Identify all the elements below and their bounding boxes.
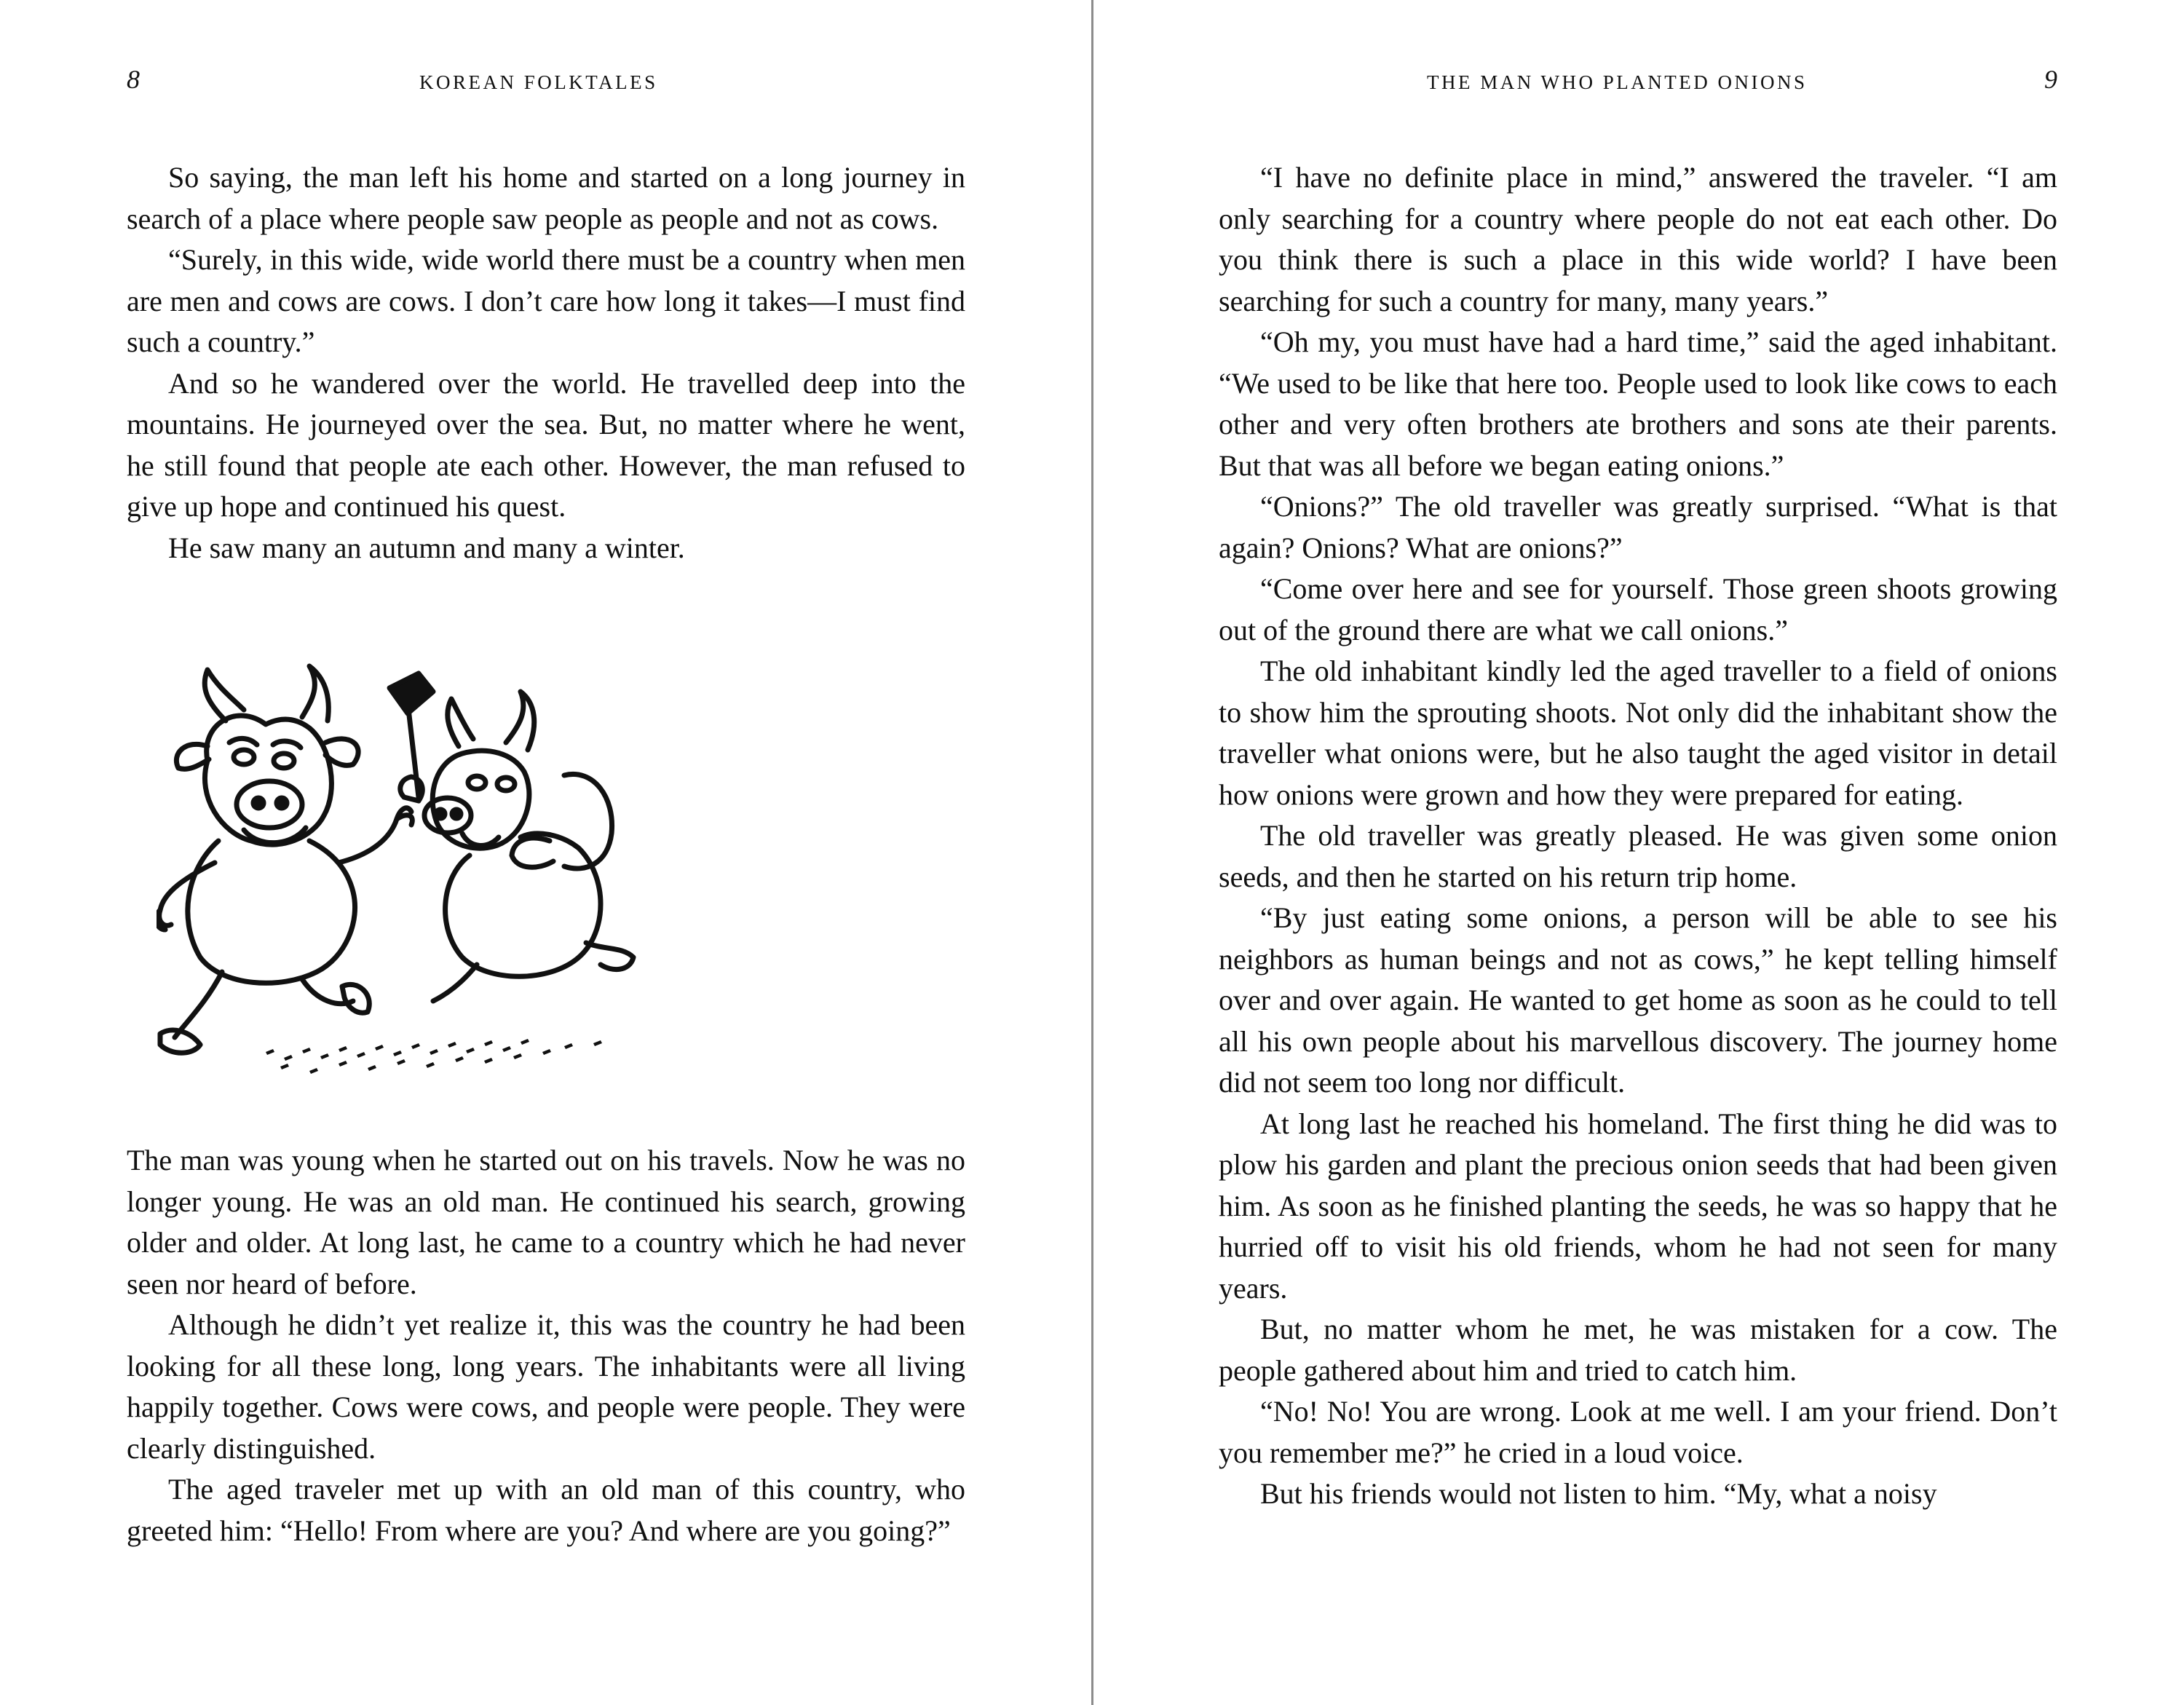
page-number-right: 9 [2044,65,2057,94]
paragraph: At long last he reached his homeland. The first thing he did was to plow his garden and plant the precious onion seeds that had been given him. As soon as he finished planting the seeds, he was so happy that he hurried off to visit his old friends, whom he had not seen for many years. [1219,1107,2057,1305]
running-head-left: KOREAN FOLKTALES [419,71,658,93]
paragraph: So saying, the man left his home and started on a long journey in search of a place where people saw people as people and not as cows. [127,161,965,235]
left-text-bottom [127,1140,965,1551]
right-text [1219,157,2057,1515]
paragraph: The old traveller was greatly pleased. He was given some onion seeds, and then he started on his return trip home. [1219,819,2057,893]
page-gutter [1091,0,1093,1705]
paragraph: “Onions?” The old traveller was greatly surprised. “What is that again? Onions? What are onions?” [1219,490,2057,564]
paragraph: “Come over here and see for yourself. Those green shoots growing out of the ground there are what we call onions.” [1219,572,2057,646]
paragraph: And so he wandered over the world. He travelled deep into the mountains. He journeyed over the sea. But, no matter where he went, he still found that people ate each other. However, the man refused to give up hope and continued his quest. [127,366,965,523]
paragraph: But his friends would not listen to him. “My, what a noisy [1260,1477,1937,1510]
paragraph: The aged traveler met up with an old man of this country, who greeted him: “Hello! From where are you? And where are you going?” [127,1473,965,1547]
paragraph: The old inhabitant kindly led the aged traveller to a field of onions to show him the sprouting shoots. Not only did the inhabitant show the traveller what onions were, but he also taught the aged visitor in detail how onions were grown and how they were prepared for eating. [1219,654,2057,811]
paragraph: “Oh my, you must have had a hard time,” said the aged inhabitant. “We used to be like that here too. People used to look like cows to each other and very often brothers ate brothers and sons ate their parents. But that was all before we began eating onions.” [1219,325,2057,482]
paragraph: He saw many an autumn and many a winter. [168,531,685,564]
cow-chase-illustration [157,659,637,1088]
paragraph: “By just eating some onions, a person will be able to see his neighbors as human beings and not as cows,” he kept telling himself over and over again. He wanted to get home as soon as he could to tell all his own people about his marvellous discovery. The journey home did not seem too long nor difficult. [1219,901,2057,1099]
paragraph: But, no matter whom he met, he was mistaken for a cow. The people gathered about him and tried to catch him. [1219,1313,2057,1387]
left-text-top [127,157,965,569]
paragraph: “I have no definite place in mind,” answered the traveler. “I am only searching for a country where people do not eat each other. Do you think there is such a place in this wide world? I have been searching for such a country for many, many years.” [1219,161,2057,317]
running-head-right: THE MAN WHO PLANTED ONIONS [1427,71,1808,93]
paragraph: “Surely, in this wide, wide world there must be a country when men are men and cows are cows. I don’t care how long it takes—I must find such a country.” [127,243,965,358]
paragraph: Although he didn’t yet realize it, this was the country he had been looking for all these long, long years. The inhabitants were all living happily together. Cows were cows, and people were people. They were clearly distinguished. [127,1308,965,1465]
paragraph: “No! No! You are wrong. Look at me well. I am your friend. Don’t you remember me?” he cried in a loud voice. [1219,1395,2057,1469]
paragraph: The man was young when he started out on his travels. Now he was no longer young. He was an old man. He continued his search, growing older and older. At long last, he came to a country which he had never seen nor heard of before. [127,1144,965,1300]
page-number-left: 8 [127,65,140,94]
